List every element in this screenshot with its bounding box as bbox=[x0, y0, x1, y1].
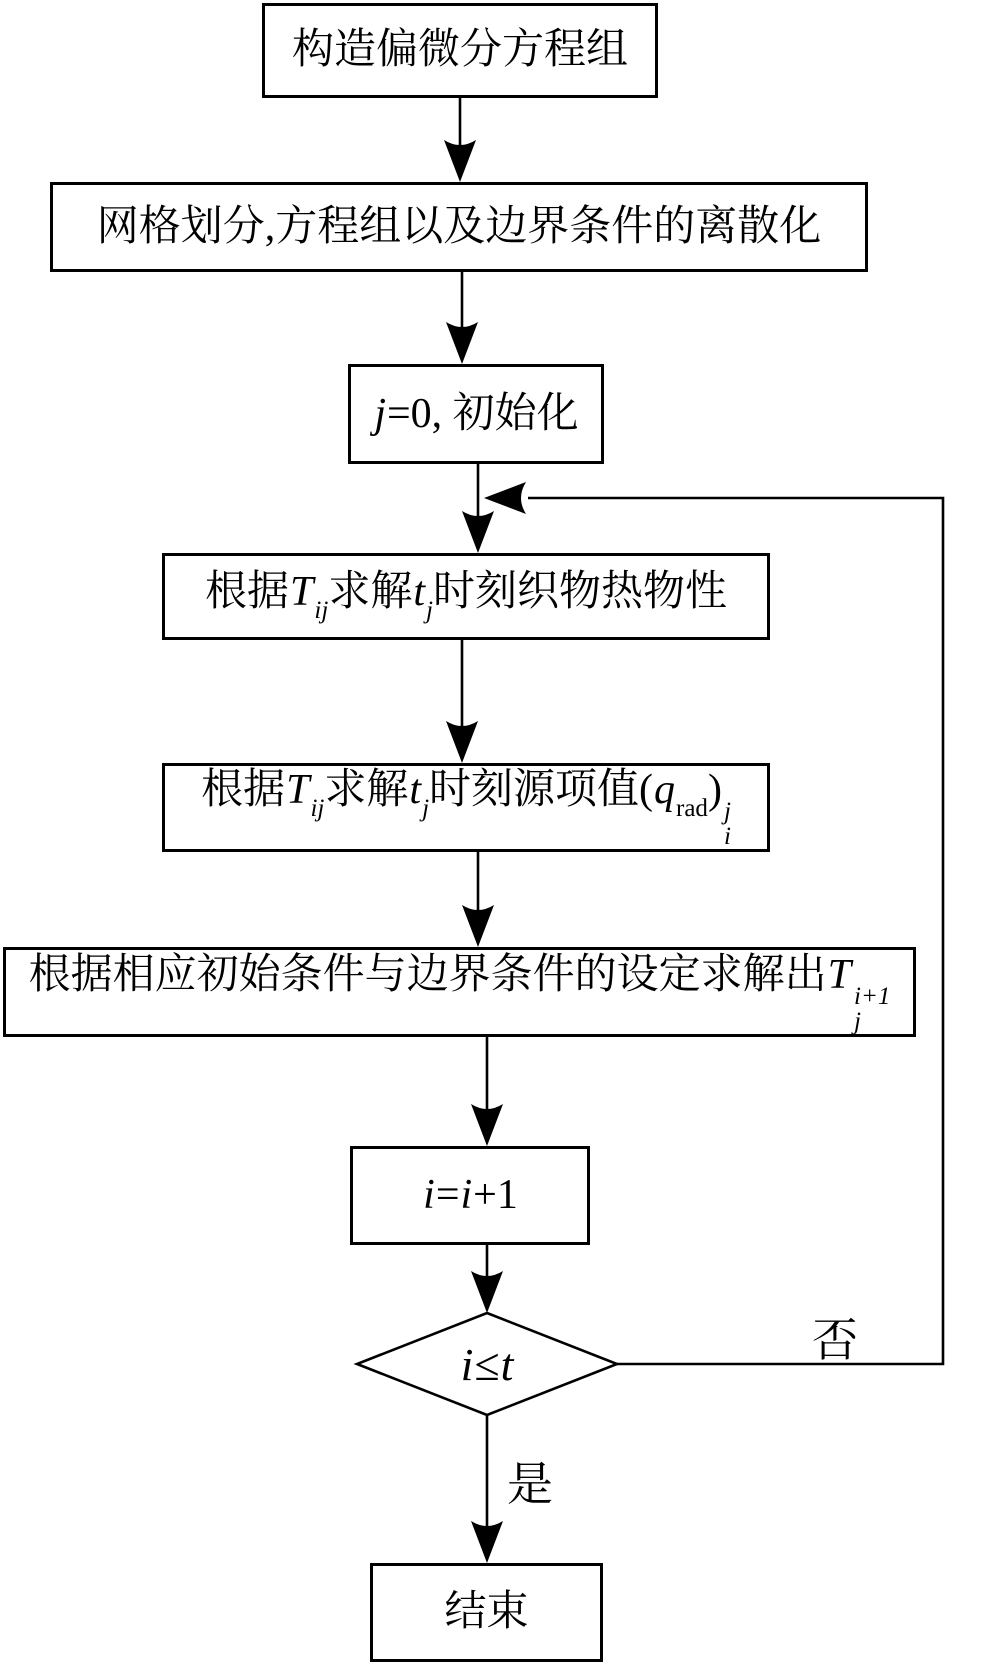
node-construct-pde-label: 构造偏微分方程组 bbox=[291, 27, 628, 74]
arrowhead-down bbox=[471, 1271, 503, 1313]
node-solve-temperature bbox=[3, 947, 916, 1037]
node-end bbox=[370, 1563, 603, 1662]
node-solve-thermal-properties-label: 根据$T_{ij}$求解$t_j$时刻织物热物性 bbox=[205, 568, 727, 624]
node-initialization bbox=[348, 364, 604, 464]
node-initialization-label: j=0, 初始化 bbox=[374, 390, 579, 437]
decision-i-le-t-label: i≤t bbox=[460, 1338, 514, 1390]
arrowhead-down bbox=[462, 511, 494, 553]
arrowhead-down bbox=[462, 905, 494, 947]
arrowhead-down bbox=[444, 140, 476, 182]
node-mesh-discretization bbox=[50, 182, 868, 272]
arrowhead-down bbox=[446, 322, 478, 364]
node-solve-source-term-label: 根据$T_{ij}$求解$t_j$时刻源项值$(q_{rad})$ j i bbox=[201, 767, 731, 850]
node-increment-i bbox=[350, 1146, 590, 1245]
edge-label-yes: 是 bbox=[507, 1459, 553, 1510]
node-increment-i-label: i=i+1 bbox=[423, 1172, 518, 1219]
node-solve-source-term bbox=[162, 763, 770, 852]
arrowhead-left bbox=[484, 482, 526, 514]
arrowhead-down bbox=[471, 1104, 503, 1146]
node-end-label: 结束 bbox=[444, 1589, 529, 1636]
decision-i-le-t bbox=[387, 1314, 587, 1414]
node-solve-temperature-label: 根据相应初始条件与边界条件的设定求解出T i+1 j bbox=[28, 951, 891, 1035]
node-mesh-discretization-label: 网格划分,方程组以及边界条件的离散化 bbox=[96, 203, 822, 250]
node-solve-thermal-properties bbox=[162, 553, 770, 640]
arrowhead-down bbox=[446, 721, 478, 763]
arrowhead-down bbox=[471, 1521, 503, 1563]
node-construct-pde bbox=[262, 3, 658, 98]
edge-label-no: 否 bbox=[812, 1315, 858, 1366]
